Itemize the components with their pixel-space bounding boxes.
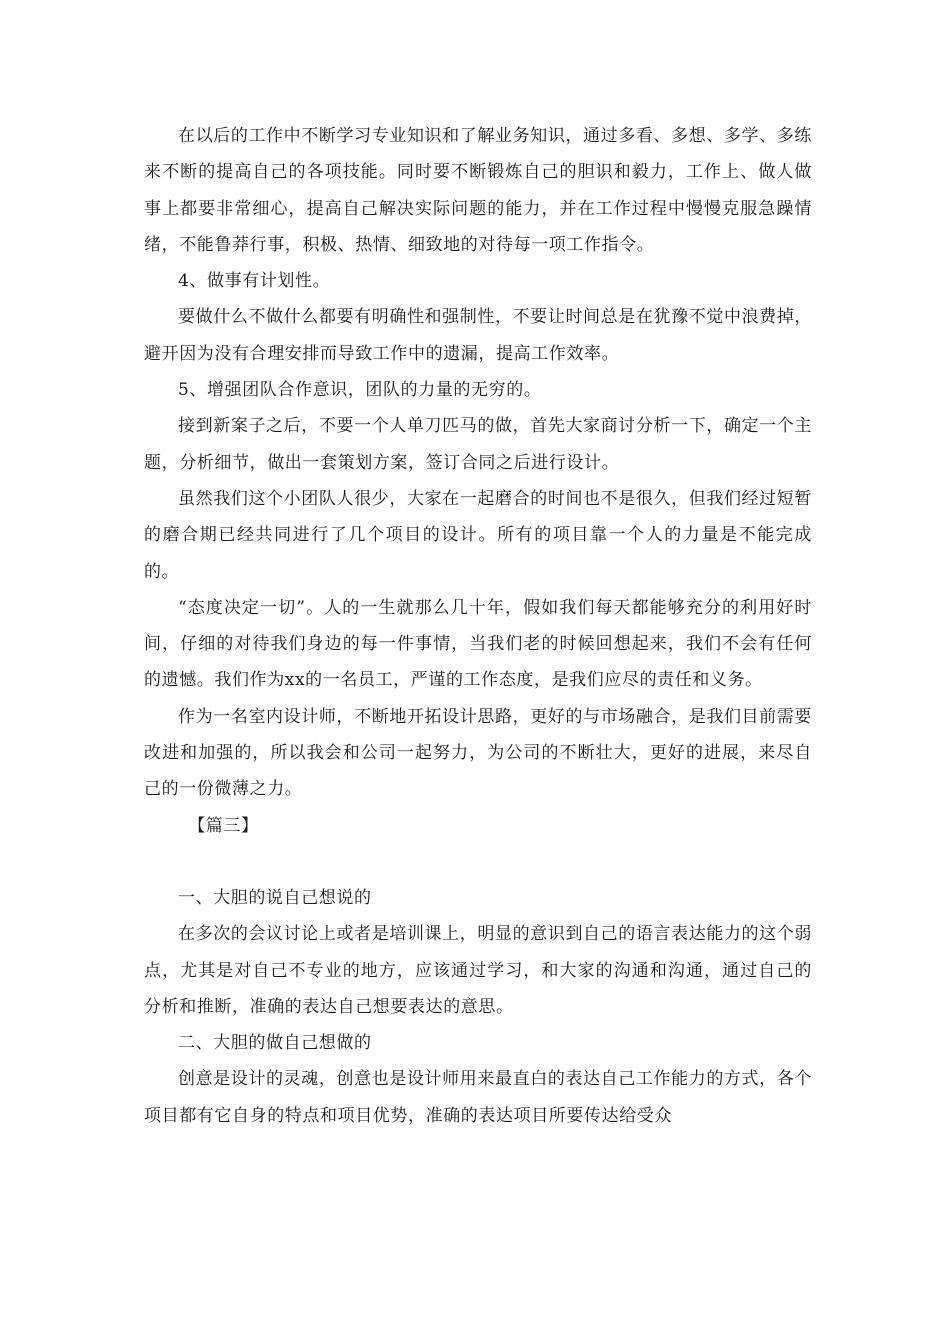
document-body [144,118,812,1134]
paragraph-small-team: 虽然我们这个小团队人很少，大家在一起磨合的时间也不是很久，但我们经过短暂的磨合期已经共同进行了几个项目的设计。所有的项目靠一个人的力量是不能完成的。 [144,488,812,582]
paragraph-creativity: 创意是设计的灵魂，创意也是设计师用来最直白的表达自己工作能力的方式，各个项目都有它自身的特点和项目优势，准确的表达项目所要传达给受众 [144,1069,812,1126]
paragraph-new-case: 接到新案子之后，不要一个人单刀匹马的做，首先大家商讨分析一下，确定一个主题，分析细节，做出一套策划方案，签订合同之后进行设计。 [144,416,812,473]
paragraph-attitude: “态度决定一切”。人的一生就那么几十年，假如我们每天都能够充分的利用好时间，仔细的对待我们身边的每一件事情，当我们老的时候回想起来，我们不会有任何的遗憾。我们作为xx的一名员工，严谨的工作态度，是我们应尽的责任和义务。 [144,597,812,691]
paragraph-speak: 在多次的会议讨论上或者是培训课上，明显的意识到自己的语言表达能力的这个弱点，尤其是对自己不专业的地方，应该通过学习，和大家的沟通和沟通，通过自己的分析和推断，准确的表达自己想要表达的意思。 [144,924,812,1017]
section-spacer [144,844,812,880]
paragraph-planning: 要做什么不做什么都要有明确性和强制性，不要让时间总是在犹豫不觉中浪费掉，避开因为没有合理安排而导致工作中的遗漏，提高工作效率。 [144,307,812,364]
item-heading-speak: 一、大胆的说自己想说的 [178,887,372,908]
paragraph-improve-skills: 在以后的工作中不断学习专业知识和了解业务知识，通过多看、多想、多学、多练来不断的提高自己的各项技能。同时要不断锻炼自己的胆识和毅力，工作上、做人做事上都要非常细心，提高自己解决实际问题的能力，并在工作过程中慢慢克服急躁情绪，不能鲁莽行事，积极、热情、细致地的对待每一项工作指令。 [144,126,812,255]
paragraph-designer: 作为一名室内设计师，不断地开拓设计思路，更好的与市场融合，是我们目前需要改进和加强的，所以我会和公司一起努力，为公司的不断壮大，更好的进展，来尽自己的一份微薄之力。 [144,706,812,800]
item-heading-teamwork: 5、增强团队合作意识，团队的力量的无穷的。 [178,380,542,401]
section-title: 【篇三】 [188,815,259,836]
item-heading-do: 二、大胆的做自己想做的 [178,1033,372,1054]
item-heading-planning: 4、做事有计划性。 [178,271,331,292]
